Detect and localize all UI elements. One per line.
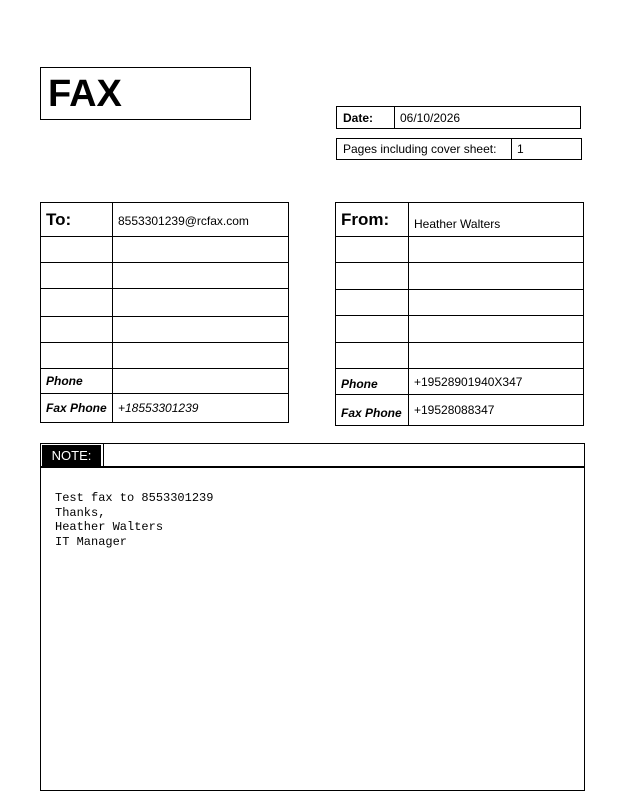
fax-title-box (40, 67, 251, 120)
from-fax-label: Fax Phone (336, 395, 409, 426)
note-line: IT Manager (55, 534, 128, 549)
from-table (335, 202, 584, 426)
to-blank-row (41, 289, 289, 317)
date-value: 06/10/2026 (400, 110, 461, 125)
to-blank-row (41, 317, 289, 343)
note-divider (103, 444, 104, 467)
from-fax-value: +19528088347 (409, 395, 584, 426)
note-label: NOTE: (42, 445, 101, 466)
from-blank-row (336, 316, 584, 343)
from-phone-value: +19528901940X347 (409, 369, 584, 395)
to-phone-label: Phone (41, 369, 113, 394)
from-blank-row (336, 237, 584, 263)
date-row (336, 106, 581, 129)
note-line: Heather Walters (55, 520, 164, 534)
note-line: Thanks, (55, 505, 106, 520)
to-fax-label: Fax Phone (41, 394, 113, 423)
to-phone-value (113, 369, 289, 394)
to-label: To: (41, 203, 113, 237)
note-line: Test fax to 8553301239 (55, 491, 214, 505)
pages-label: Pages including cover sheet: (337, 139, 512, 159)
from-blank-row (336, 343, 584, 369)
to-value: 8553301239@rcfax.com (113, 203, 289, 237)
to-blank-row (41, 263, 289, 289)
from-label: From: (336, 203, 409, 237)
from-blank-row (336, 290, 584, 316)
date-label: Date: (337, 107, 395, 128)
fax-title: FAX (48, 73, 122, 115)
from-value: Heather Walters (409, 203, 584, 237)
to-table (40, 202, 289, 423)
to-blank-row (41, 237, 289, 263)
note-text (55, 491, 213, 549)
to-fax-value: +18553301239 (113, 394, 289, 423)
from-phone-label: Phone (336, 369, 409, 395)
pages-row (336, 138, 582, 160)
from-blank-row (336, 263, 584, 290)
note-body (40, 467, 585, 791)
note-header (40, 443, 585, 468)
pages-value: 1 (517, 142, 524, 156)
to-blank-row (41, 343, 289, 369)
